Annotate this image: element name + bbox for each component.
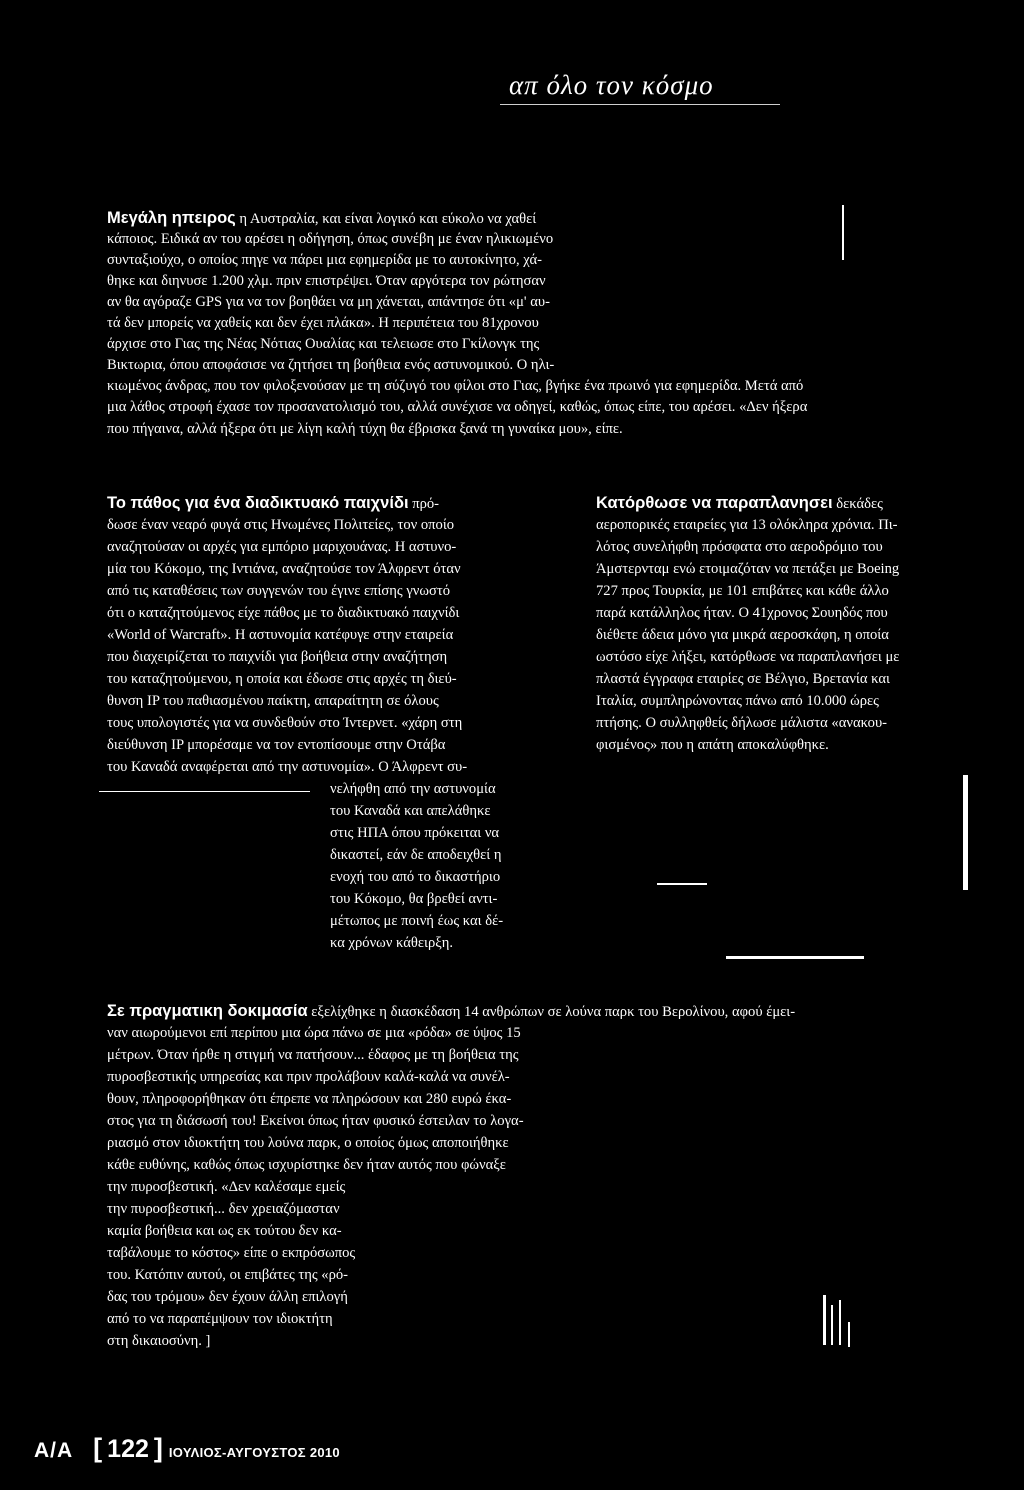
article-line: άρχισε στο Γιας της Νέας Νότιας Ουαλίας και τελειωσε στο Γκίλονγκ της [107,336,540,352]
bracket-open: [ [93,1433,103,1463]
article-line: του καταζητούμενου, η οποία και έδωσε στις αρχές τη διεύ- [107,671,457,687]
article-line: την πυροσβεστική. «Δεν καλέσαμε εμείς [107,1179,346,1195]
article-line: αν θα αγόραζε GPS για να τον βοηθάει να μη χάνεται, απάντησε ότι «μ' αυ- [107,294,550,310]
article-ferris-wheel [107,1001,987,1351]
article-line: κα χρόνων κάθειρξη. [330,935,454,951]
article-line: θουν, πληροφορήθηκαν ότι έπρεπε να πληρώσουν και 280 ευρώ έκα- [107,1091,512,1107]
decorative-rule [839,1300,841,1345]
article-australia [107,208,967,448]
article-line: του Καναδά αναφέρεται από την αστυνομία». Ο Άλφρεντ συ- [107,759,468,775]
article-line: πυροσβεστικής υπηρεσίας και πριν προλάβουν καλά-καλά να συνέλ- [107,1069,510,1085]
article-line: θυνση IP του παθιασμένου παίκτη, απαραίτητη σε όλους [107,693,439,709]
article-line: του. Κατόπιν αυτού, οι επιβάτες της «ρό- [107,1267,349,1283]
article-line: στις ΗΠΑ όπου πρόκειται να [330,825,500,841]
article-line: Ιταλία, συμπληρώνοντας πάνω από 10.000 ώρες [596,693,879,709]
decorative-rule [963,775,968,890]
article-lead: Μεγάλη ηπειρος [107,209,236,227]
article-line: κάποιος. Ειδικά αν του αρέσει η οδήγηση, όπως συνέβη με έναν ηλικιωμένο [107,231,554,247]
article-line: ταβάλουμε το κόστος» είπε ο εκπρόσωπος [107,1245,356,1261]
article-line: φισμένος» που η απάτη αποκαλύφθηκε. [596,737,829,753]
decorative-rule [726,956,864,959]
article-lead: Το πάθος για ένα διαδικτυακό παιχνίδι [107,494,409,512]
article-line: δωσε έναν νεαρό φυγά στις Ηνωμένες Πολιτείες, τον οποίο [107,517,455,533]
article-line: η Αυστραλία, και είναι λογικό και εύκολο να χαθεί [235,211,537,227]
decorative-rule [657,883,707,885]
article-line: στη δικαιοσύνη. ] [107,1333,211,1349]
article-line: 727 προς Τουρκία, με 101 επιβάτες και κάθε άλλο [596,583,889,599]
article-line: μία του Κόκομο, της Ιντιάνα, αναζητούσε τον Άλφρεντ όταν [107,561,461,577]
article-line: πρό- [408,496,440,512]
article-line: ναν αιωρούμενοι επί περίπου μια ώρα πάνω σε μια «ρόδα» σε ύψος 15 [107,1025,521,1041]
article-line: του Καναδά και απελάθηκε [330,803,491,819]
article-world-of-warcraft [107,493,572,953]
title-underline [500,104,780,105]
article-line: μέτωπος με ποινή έως και δέ- [330,913,504,929]
decorative-rule [848,1322,850,1347]
article-line: Άμστερνταμ ενώ ετοιμαζόταν να πετάξει με Boeing [596,561,900,577]
article-line: εξελίχθηκε η διασκέδαση 14 ανθρώπων σε λούνα παρκ του Βερολίνου, αφού έμει- [307,1004,796,1020]
article-line: παρά κατάλληλος ήταν. Ο 41χρονος Σουηδός που [596,605,888,621]
article-line: του Κόκομο, θα βρεθεί αντι- [330,891,498,907]
article-line: που πήγαινα, αλλά ήξερα ότι με λίγη καλή τύχη θα έβρισκα ξανά τη γυναίκα μου», είπε. [107,421,623,437]
article-line: αεροπορικές εταιρείες για 13 ολόκληρα χρόνια. Πι- [596,517,898,533]
article-line: δας του τρόμου» δεν έχουν άλλη επιλογή [107,1289,348,1305]
decorative-rule [842,205,844,260]
article-line: που διαχειρίζεται το παιχνίδι για βοήθεια στην αναζήτηση [107,649,448,665]
decorative-rule [831,1305,833,1345]
article-line: ωστόσο είχε λήξει, κατόρθωσε να παραπλανήσει με [596,649,900,665]
article-line: δικαστεί, εάν δε αποδειχθεί η [330,847,502,863]
article-line: συνταξιούχο, ο οποίος πηγε να πάρει μια εφημερίδα με το αυτοκίνητο, χά- [107,252,542,268]
section-title: απ όλο τον κόσμο [509,70,714,100]
article-line: δεκάδες [832,496,883,512]
article-line: από τις καταθέσεις των συγγενών του έγινε επίσης γνωστό [107,583,451,599]
article-line: πλαστά έγγραφα εταιρίες σε Βέλγιο, Βρετανία και [596,671,890,687]
page-footer [34,1433,340,1463]
article-fake-pilot [596,493,976,763]
magazine-name: A/A [34,1439,74,1462]
issue-date: ΙΟΥΛΙΟΣ-ΑΥΓΟΥΣΤΟΣ 2010 [168,1445,340,1460]
article-line: κάθε ευθύνης, καθώς όπως ισχυρίστηκε δεν ήταν αυτός που φώναξε [107,1157,506,1173]
decorative-rule [823,1295,826,1345]
article-line: ριασμό στον ιδιοκτήτη του λούνα παρκ, ο οποίος όμως αποποιήθηκε [107,1135,509,1151]
decorative-rule [99,791,310,792]
article-line: τά δεν μπορείς να χαθείς και δεν έχει πλάκα». Η περιπέτεια του 81χρονου [107,315,539,331]
article-line: ενοχή του από το δικαστήριο [330,869,501,885]
article-line: την πυροσβεστική... δεν χρειαζόμασταν [107,1201,340,1217]
article-line: ότι ο καταζητούμενος είχε πάθος με το διαδικτυακό παιχνίδι [107,605,460,621]
article-lead: Σε πραγματικη δοκιμασία [107,1002,308,1020]
article-line: μέτρων. Όταν ήρθε η στιγμή να πατήσουν... έδαφος με τη βοήθεια της [107,1047,519,1063]
article-line: διέθετε άδεια μόνο για μικρά αεροσκάφη, η οποία [596,627,889,643]
article-line: αναζητούσαν οι αρχές για εμπόριο μαριχουάνας. Η αστυνο- [107,539,457,555]
article-line: διεύθυνση IP μπορέσαμε να τον εντοπίσουμε στην Οτάβα [107,737,446,753]
article-line: Βικτωρια, όπου αποφάσισε να ζητήσει τη βοήθεια ενός αστυνομικού. Ο ηλι- [107,357,555,373]
article-line: νελήφθη από την αστυνομία [330,781,496,797]
article-line: πτήσης. Ο συλληφθείς δήλωσε μάλιστα «ανακου- [596,715,888,731]
article-line: κιωμένος άνδρας, που τον φιλοξενούσαν με τη σύζυγό του φίλοι στο Γιας, βγήκε ένα πρωινό για εφημερίδα. Μετά από [107,378,804,394]
article-line: καμία βοήθεια και ως εκ τούτου δεν κα- [107,1223,342,1239]
article-line: θηκε και διηνυσε 1.200 χλμ. πριν επιστρέψει. Όταν αργότερα τον ρώτησαν [107,273,546,289]
article-lead: Κατόρθωσε να παραπλανησει [596,494,833,512]
article-line: από το να παραπέμψουν τον ιδιοκτήτη [107,1311,333,1327]
article-line: στος για τη διάσωσή του! Εκείνοι όπως ήταν φυσικό έστειλαν το λογα- [107,1113,524,1129]
article-line: «World of Warcraft». Η αστυνομία κατέφυγε στην εταιρεία [107,627,454,643]
page-number: 122 [107,1435,149,1463]
article-line: τους υπολογιστές για να συνδεθούν στο Ίντερνετ. «χάρη στη [107,715,463,731]
bracket-close: ] [153,1433,163,1463]
article-line: μια λάθος στροφή έχασε τον προσανατολισμό του, αλλά συνέχισε να οδηγεί, καθώς, όπως είπε, του αρέσει. «Δεν ήξερα [107,399,808,415]
article-line: λότος συνελήφθη πρόσφατα στο αεροδρόμιο του [596,539,883,555]
